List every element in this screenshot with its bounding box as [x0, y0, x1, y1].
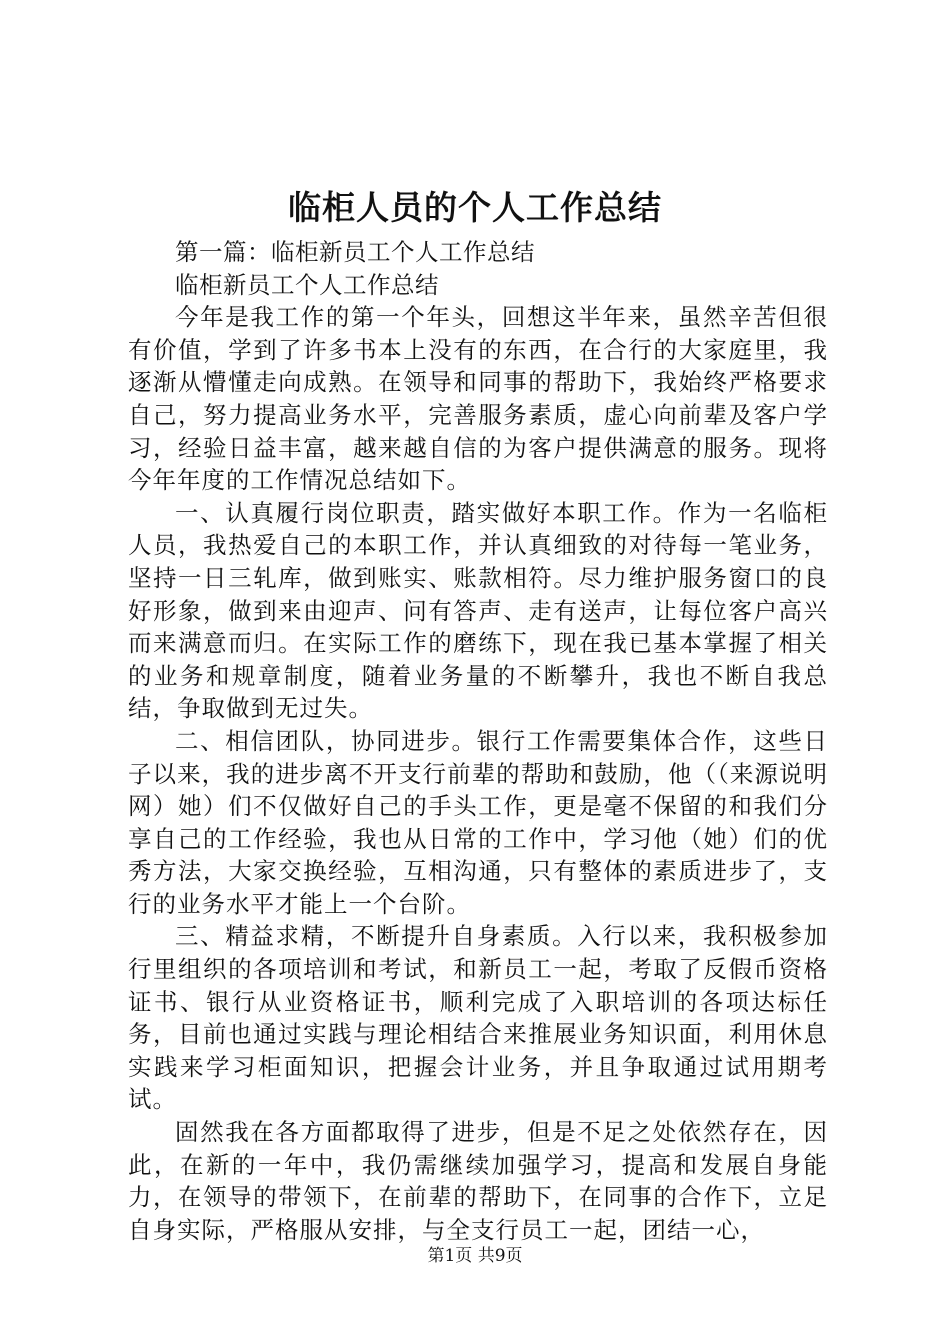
paragraph-self-improvement: 三、精益求精，不断提升自身素质。入行以来，我积极参加行里组织的各项培训和考试，和新员工一起，考取了反假币资格证书、银行从业资格证书，顺利完成了入职培训的各项达标任务，目前也通过实践与理论相结合来推展业务知识面，利用休息实践来学习柜面知识，把握会计业务，并且争取通过试用期考试。 [128, 922, 828, 1114]
paragraph-intro: 今年是我工作的第一个年头，回想这半年来，虽然辛苦但很有价值，学到了许多书本上没有的东西，在合行的大家庭里，我逐渐从懵懂走向成熟。在领导和同事的帮助下，我始终严格要求自己，努力提高业务水平，完善服务素质，虚心向前辈及客户学习，经验日益丰富，越来越自信的为客户提供满意的服务。现将今年年度的工作情况总结如下。 [128, 303, 828, 495]
document-title: 临柜人员的个人工作总结 [288, 188, 662, 227]
section-heading: 第一篇：临柜新员工个人工作总结 [175, 238, 535, 266]
page-indicator: 第1页 共9页 [427, 1246, 523, 1266]
paragraph-duties: 一、认真履行岗位职责，踏实做好本职工作。作为一名临柜人员，我热爱自己的本职工作，并认真细致的对待每一笔业务，坚持一日三轧库，做到账实、账款相符。尽力维护服务窗口的良好形象，做到来由迎声、问有答声、走有送声，让每位客户高兴而来满意而归。在实际工作的磨练下，现在我已基本掌握了相关的业务和规章制度，随着业务量的不断攀升，我也不断自我总结，争取做到无过失。 [128, 498, 828, 723]
section-subheading: 临柜新员工个人工作总结 [175, 270, 439, 299]
paragraph-shortcomings: 固然我在各方面都取得了进步，但是不足之处依然存在，因此，在新的一年中，我仍需继续加强学习，提高和发展自身能力，在领导的带领下，在前辈的帮助下，在同事的合作下，立足自身实际，严格服从安排，与全支行员工一起，团结一心， [128, 1118, 828, 1244]
document-body [128, 236, 828, 1246]
paragraph-teamwork: 二、相信团队，协同进步。银行工作需要集体合作，这些日子以来，我的进步离不开支行前辈的帮助和鼓励，他（（来源说明网）她）们不仅做好自己的手头工作，更是毫不保留的和我们分享自己的工作经验，我也从日常的工作中，学习他（她）们的优秀方法，大家交换经验，互相沟通，只有整体的素质进步了，支行的业务水平才能上一个台阶。 [128, 726, 828, 918]
